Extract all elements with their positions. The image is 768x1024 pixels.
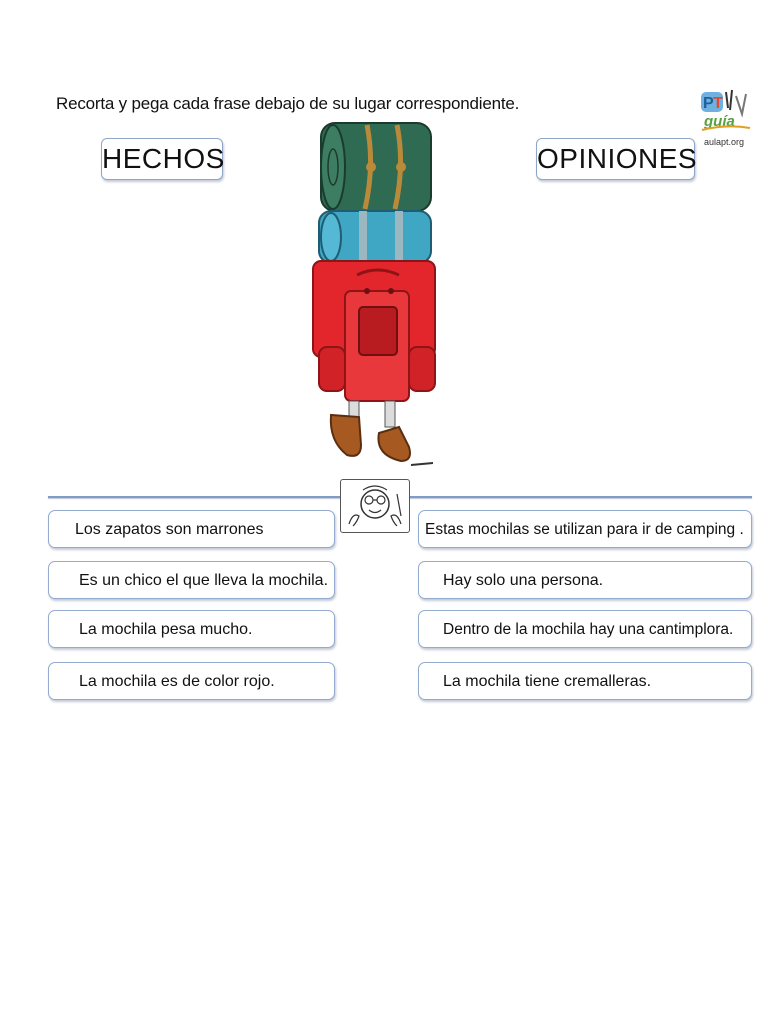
phrase-card-left-4[interactable]: La mochila es de color rojo.	[48, 662, 335, 700]
phrase-card-left-2[interactable]: Es un chico el que lleva la mochila.	[48, 561, 335, 599]
backpacker-illustration	[305, 115, 445, 475]
phrase-card-right-1[interactable]: Estas mochilas se utilizan para ir de camping .	[418, 510, 752, 548]
facts-heading: HECHOS	[101, 138, 223, 180]
phrase-card-left-3[interactable]: La mochila pesa mucho.	[48, 610, 335, 648]
svg-text:guía: guía	[704, 113, 735, 130]
svg-text:P: P	[703, 95, 714, 112]
logo-caption: aulapt.org	[704, 137, 745, 147]
phrase-card-right-2[interactable]: Hay solo una persona.	[418, 561, 752, 599]
instruction-text: Recorta y pega cada frase debajo de su lugar correspondiente.	[56, 94, 520, 113]
svg-text:T: T	[713, 95, 723, 112]
opinions-heading: OPINIONES	[536, 138, 695, 180]
phrase-card-left-1[interactable]: Los zapatos son marrones	[48, 510, 335, 548]
phrase-card-right-4[interactable]: La mochila tiene cremalleras.	[418, 662, 752, 700]
phrase-card-right-3[interactable]: Dentro de la mochila hay una cantimplora.	[418, 610, 752, 648]
thinking-face-pictogram	[340, 479, 410, 533]
